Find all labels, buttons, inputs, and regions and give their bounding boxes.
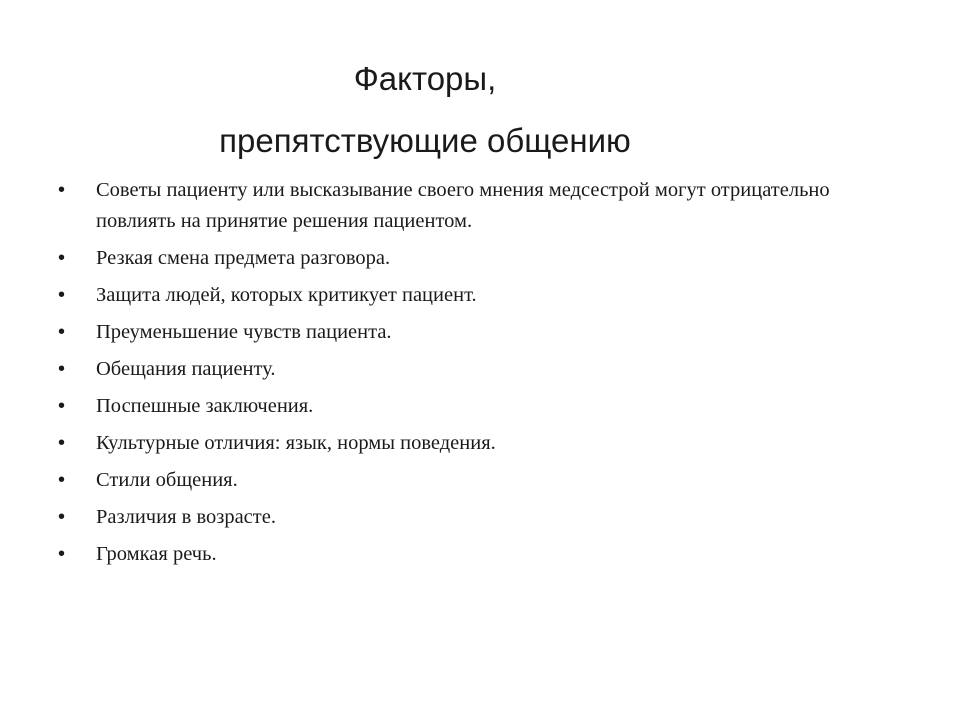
bullet-icon: • [58,506,66,528]
list-item [58,428,908,459]
list-item-text: Различия в возрасте. [96,506,276,528]
list-item [58,243,908,274]
slide-title-line-1: Факторы, [353,60,497,97]
bullet-icon: • [58,395,66,417]
slide-title-line-2: препятствующие общению [219,122,631,159]
list-item [58,354,908,385]
slide-title [100,48,750,172]
list-item-text: Резкая смена предмета разговора. [96,247,391,269]
bullet-icon: • [58,284,66,306]
bullet-icon: • [58,179,66,201]
list-item [58,391,908,422]
bullet-icon: • [58,543,66,565]
list-item [58,280,908,311]
list-item-text: Поспешные заключения. [96,395,314,417]
bullet-list [58,175,908,576]
list-item-text: Защита людей, которых критикует пациент. [96,284,477,306]
bullet-icon: • [58,358,66,380]
bullet-icon: • [58,469,66,491]
list-item [58,539,908,570]
list-item-text: Обещания пациенту. [96,358,276,380]
list-item-text: Стили общения. [96,469,238,491]
list-item [58,502,908,533]
list-item-text: Преуменьшение чувств пациента. [96,321,392,343]
list-item [58,175,908,237]
list-item-text: Советы пациенту или высказывание своего мнения медсестрой могут отрицательно повлиять на принятие решения пациентом. [96,179,830,232]
list-item [58,317,908,348]
list-item [58,465,908,496]
bullet-icon: • [58,432,66,454]
bullet-icon: • [58,247,66,269]
list-item-text: Громкая речь. [96,543,217,565]
list-item-text: Культурные отличия: язык, нормы поведения. [96,432,496,454]
bullet-icon: • [58,321,66,343]
